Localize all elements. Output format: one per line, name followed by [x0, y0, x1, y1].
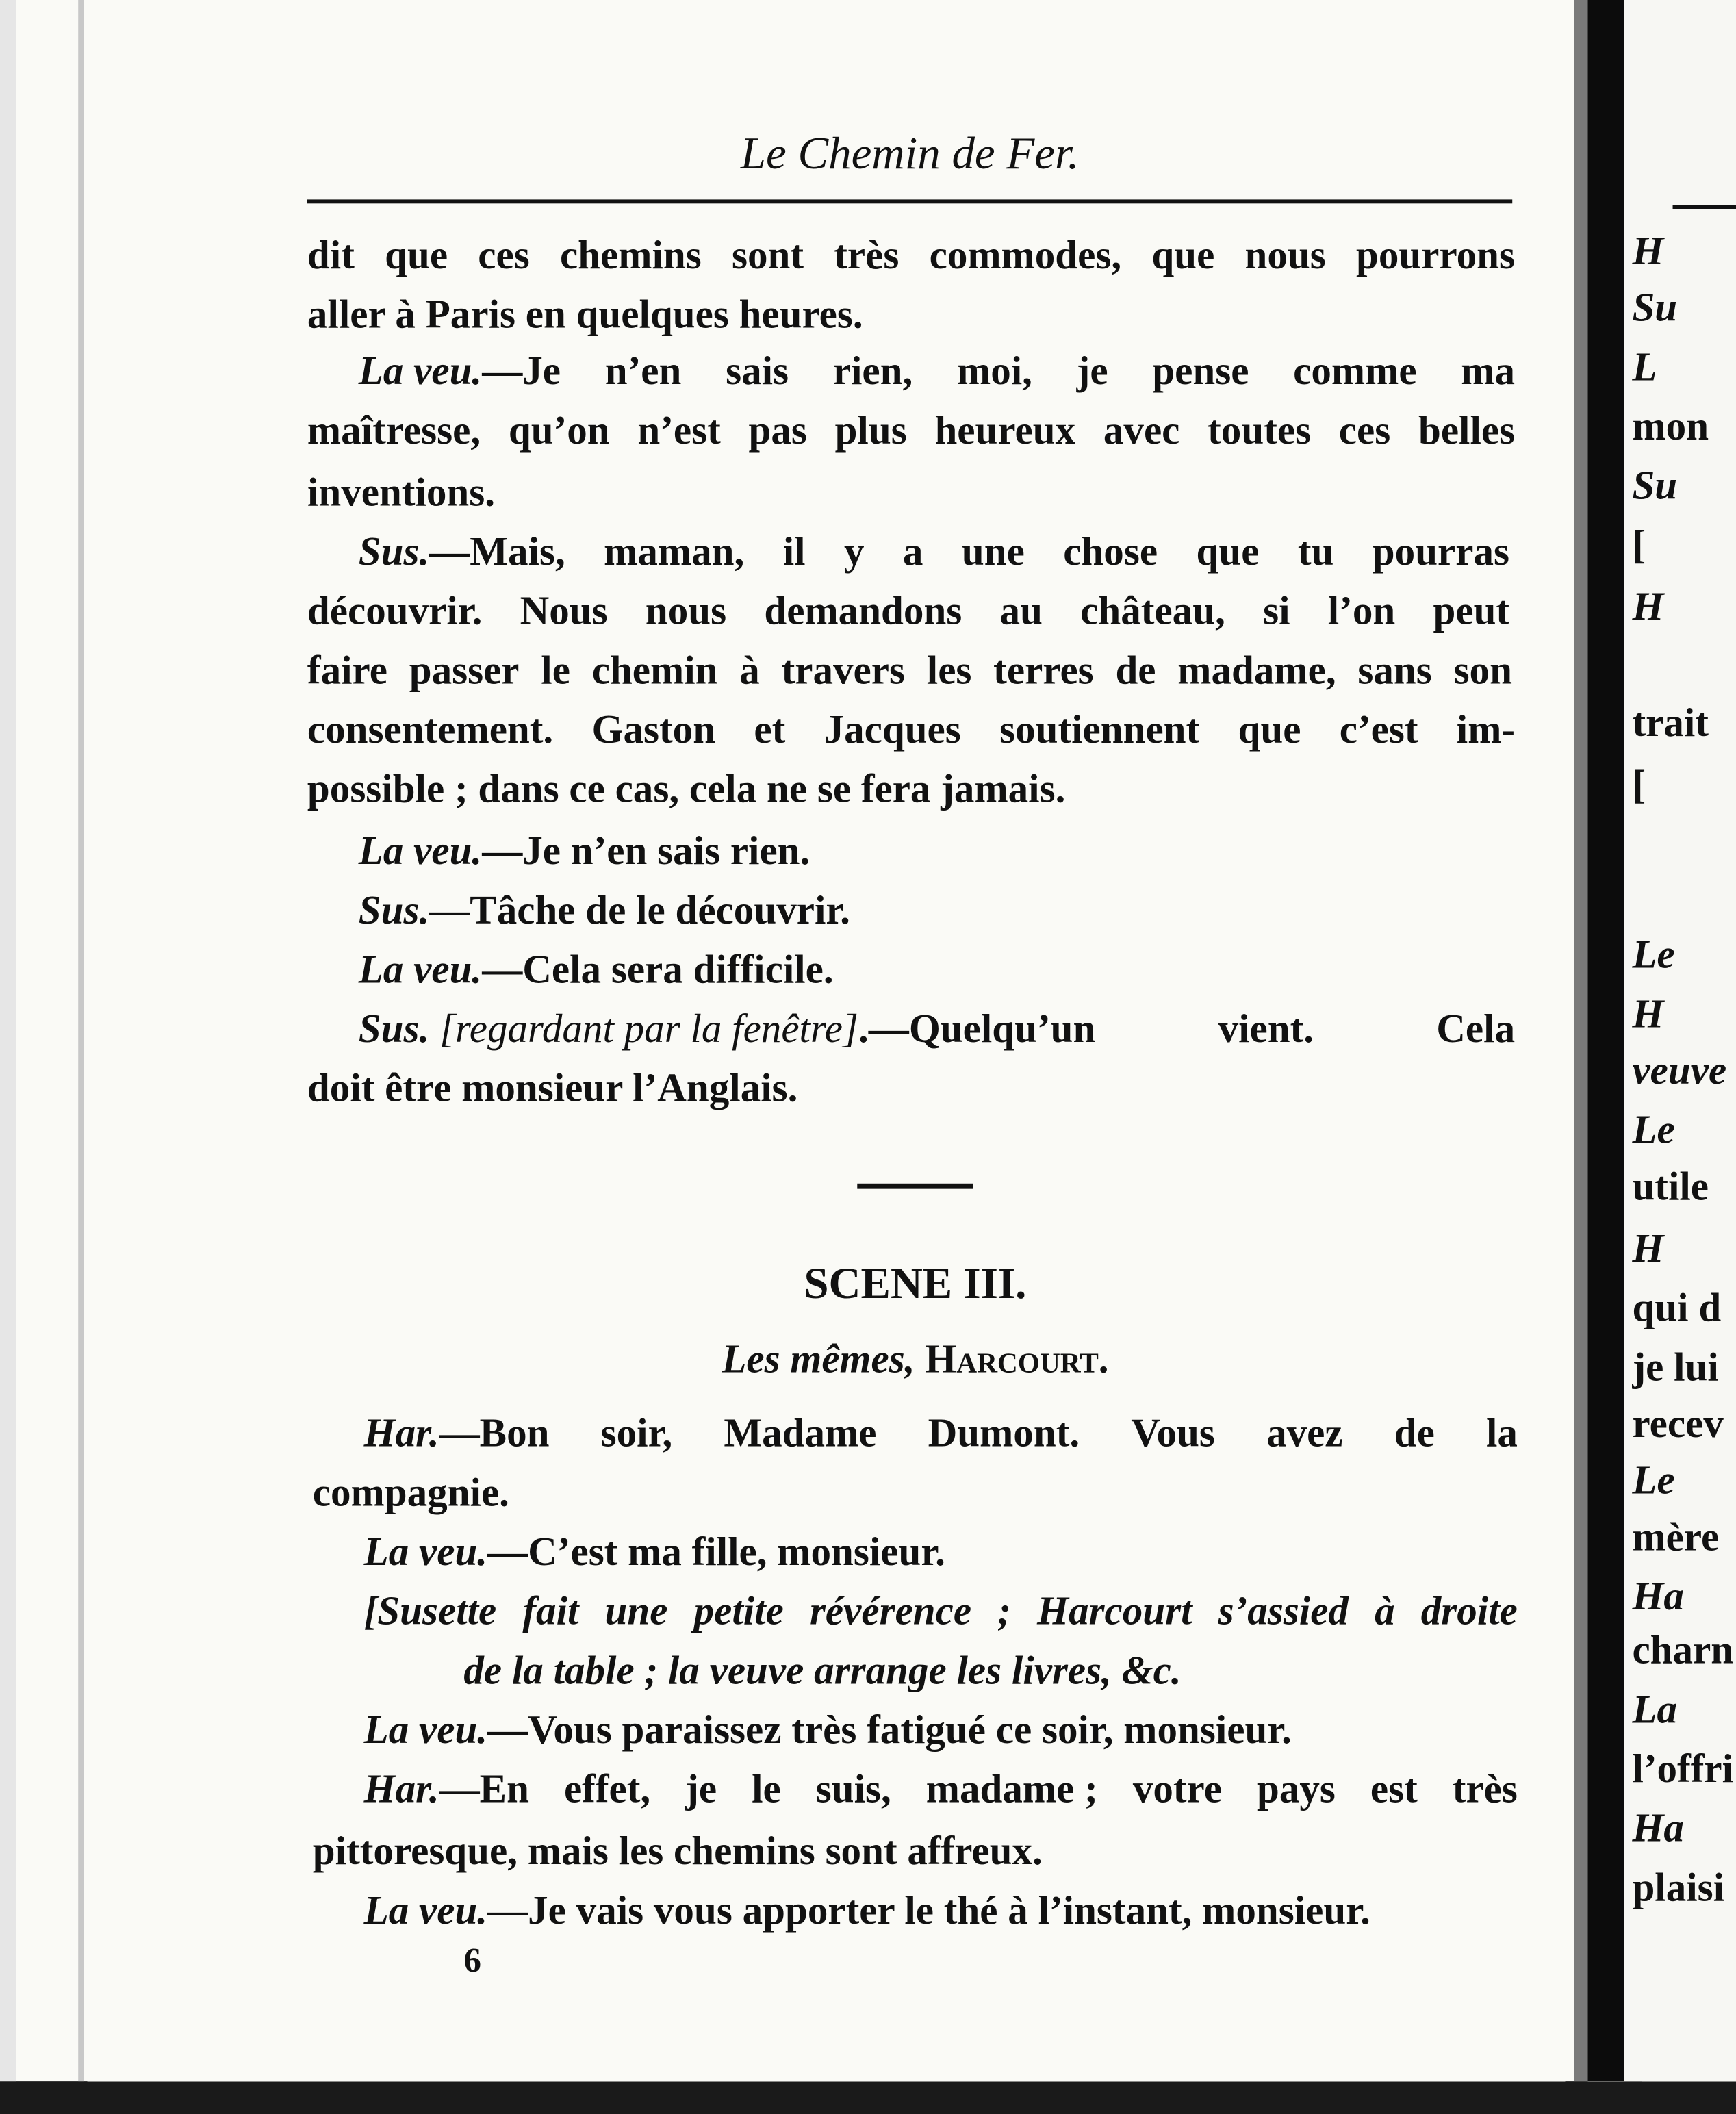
word: ces [478, 233, 530, 278]
right-page-line: mère [1632, 1515, 1720, 1560]
word: vient. [1218, 1006, 1314, 1052]
word: suis, [815, 1767, 891, 1812]
speech: —Je vais vous apporter le thé à l’instant, monsieur. [487, 1888, 1370, 1933]
speech: —Tâche de le découvrir. [429, 888, 850, 933]
right-page-line: veuve [1632, 1048, 1727, 1093]
word: droite [1420, 1589, 1518, 1634]
text-line-9 [307, 701, 1515, 761]
word: son [1453, 648, 1512, 693]
speaker-label: La veu. [363, 1529, 488, 1575]
word: à [739, 648, 760, 693]
word: pense [1152, 348, 1249, 394]
speaker-label: La veu. [358, 828, 483, 874]
right-page-line: charn [1632, 1628, 1734, 1673]
scene-line-8: pittoresque, mais les chemins sont affreux. [312, 1829, 1043, 1874]
scene-line-2: compagnie. [312, 1470, 509, 1516]
word: de [1115, 648, 1156, 693]
right-page-line: l’offri [1632, 1746, 1734, 1792]
line-first-word: —Je [482, 348, 561, 394]
word: avec [1103, 408, 1180, 453]
right-page-line: Su [1632, 285, 1678, 331]
right-page-line: Le [1632, 932, 1675, 978]
right-page-line: utile [1632, 1164, 1709, 1210]
page-number: 6 [463, 1941, 481, 1981]
word: ; [997, 1589, 1011, 1634]
word: révérence [809, 1589, 972, 1634]
word: moi, [956, 348, 1032, 394]
speaker-label: Har. [363, 1767, 439, 1812]
word: belles [1418, 408, 1516, 453]
word: ma [1461, 348, 1516, 394]
line-first-word: —En [439, 1767, 529, 1812]
word: heureux [934, 408, 1076, 453]
word: fait [522, 1589, 579, 1634]
word: c’est [1339, 707, 1418, 752]
word: pourrons [1356, 233, 1516, 278]
scene-line-7 [313, 1761, 1518, 1820]
right-page-line: qui d [1632, 1286, 1722, 1331]
word: que [1196, 529, 1260, 574]
speech: —Vous paraissez très fatigué ce soir, monsieur. [487, 1707, 1292, 1753]
right-page-line: [ [1632, 522, 1646, 568]
scene-divider [857, 1184, 973, 1189]
word: rien, [832, 348, 913, 394]
word: très [834, 233, 899, 278]
scene-line-9 [313, 1882, 1572, 1941]
text-line-1 [307, 227, 1515, 286]
word: de [1394, 1411, 1435, 1456]
speaker-label: Sus. [358, 888, 430, 933]
text-line-11 [307, 822, 1566, 882]
word: petite [693, 1589, 784, 1634]
word: madame ; [926, 1767, 1098, 1812]
word: une [961, 529, 1025, 574]
word: Harcourt [1037, 1589, 1192, 1634]
scene-direction-line-2: de la table ; la veuve arrange les livres, &c. [463, 1648, 1182, 1694]
running-title: Le Chemin de Fer. [740, 129, 1080, 179]
word: commodes, [929, 233, 1122, 278]
right-page-line: je lui [1632, 1345, 1719, 1390]
right-page-line: Le [1632, 1458, 1675, 1503]
word: sais [726, 348, 789, 394]
word: votre [1132, 1767, 1222, 1812]
page-edge-shadow [0, 0, 16, 2081]
right-page-line: H [1632, 585, 1664, 630]
word: maîtresse, [307, 408, 481, 453]
word: la [1486, 1411, 1518, 1456]
word: s’assied [1218, 1589, 1349, 1634]
speaker-label: La veu. [363, 1888, 488, 1933]
text-line-13 [307, 941, 1566, 1000]
word: et [754, 707, 786, 752]
line-first-word: .—Quelqu’un [858, 1006, 1096, 1052]
right-page-line: L [1632, 345, 1657, 390]
word: qu’on [508, 408, 610, 453]
word: tu [1297, 529, 1334, 574]
spine-shadow [1574, 0, 1588, 2081]
word: les [926, 648, 972, 693]
word: que [385, 233, 448, 278]
word: faire [307, 648, 387, 693]
text-line-15: doit être monsieur l’Anglais. [307, 1066, 798, 1111]
text-line-5: inventions. [307, 470, 496, 515]
text-line-4 [307, 402, 1515, 461]
speaker-label: La veu. [358, 348, 483, 394]
word: travers [781, 648, 905, 693]
word: pays [1256, 1767, 1336, 1812]
word: demandons [764, 589, 962, 634]
scene-line-3 [313, 1523, 1572, 1583]
text-line-3 [307, 342, 1515, 402]
word: je [1076, 348, 1108, 394]
word: que [1151, 233, 1215, 278]
right-page-line: H [1632, 1226, 1664, 1271]
right-page-line: Le [1632, 1108, 1675, 1153]
word: toutes [1208, 408, 1312, 453]
right-page-line: Ha [1632, 1806, 1684, 1851]
word: l’on [1327, 589, 1396, 634]
speaker-label: Sus. [358, 529, 430, 574]
scene-cast [0, 1337, 1736, 1383]
word: chemins [559, 233, 702, 278]
text-line-12 [307, 882, 1566, 941]
text-line-6 [307, 523, 1509, 583]
word: a [902, 529, 923, 574]
word: pas [748, 408, 807, 453]
speech: —Cela sera difficile. [482, 947, 834, 993]
right-page-line: Ha [1632, 1574, 1684, 1619]
word: le [752, 1767, 781, 1812]
word: si [1263, 589, 1290, 634]
word: je [685, 1767, 717, 1812]
right-page-line: trait [1632, 700, 1709, 746]
scene-line-6 [313, 1701, 1572, 1761]
right-page-line: H [1632, 992, 1664, 1037]
word: Gaston [591, 707, 716, 752]
word: au [999, 589, 1043, 634]
speaker-label: Sus. [358, 1006, 430, 1052]
word: nous [645, 589, 727, 634]
right-page-line: Su [1632, 463, 1678, 509]
line-first-word: —Bon [439, 1411, 550, 1456]
word: n’en [604, 348, 682, 394]
word: avez [1266, 1411, 1343, 1456]
word: château, [1080, 589, 1225, 634]
word: maman, [604, 529, 745, 574]
speech: —C’est ma fille, monsieur. [487, 1529, 945, 1575]
right-page-line: [ [1632, 763, 1646, 808]
word: Cela [1436, 1006, 1516, 1052]
right-page-fragment [1624, 0, 1736, 2081]
text-line-8 [307, 641, 1512, 701]
word: Dumont. [928, 1411, 1080, 1456]
speaker-label: La veu. [363, 1707, 488, 1753]
right-header-rule [1673, 205, 1736, 209]
word: peut [1433, 589, 1510, 634]
text-line-7 [307, 583, 1509, 642]
word: pourras [1372, 529, 1510, 574]
right-page-line: plaisi [1632, 1865, 1725, 1911]
word: effet, [563, 1767, 651, 1812]
scene-direction-line-1 [364, 1583, 1518, 1642]
line-first-word: —Mais, [429, 529, 565, 574]
text-line-2: aller à Paris en quelques heures. [307, 292, 863, 338]
scene-line-1 [313, 1405, 1518, 1464]
text-line-10: possible ; dans ce cas, cela ne se fera jamais. [307, 767, 1066, 812]
word: Jacques [824, 707, 961, 752]
speaker-label: La veu. [358, 947, 483, 993]
speech: —Je n’en sais rien. [482, 828, 810, 874]
word: ces [1338, 408, 1391, 453]
word: le [541, 648, 570, 693]
cast-italic: Les mêmes, [722, 1337, 915, 1382]
word: est [1370, 1767, 1418, 1812]
word: une [604, 1589, 668, 1634]
word: soir, [600, 1411, 673, 1456]
right-page-line: recev [1632, 1401, 1724, 1447]
header-rule [307, 199, 1512, 203]
page-edge-line [78, 0, 84, 2081]
word: y [843, 529, 865, 574]
stage-direction: [regardant par la fenêtre] [439, 1006, 858, 1052]
right-page-line: mon [1632, 404, 1709, 449]
word: à [1375, 1589, 1395, 1634]
right-page-line: H [1632, 229, 1664, 274]
word: très [1452, 1767, 1518, 1812]
word: [Susette [363, 1589, 497, 1634]
cast-name: Harcourt. [925, 1337, 1109, 1382]
word: chemin [591, 648, 718, 693]
word: comme [1293, 348, 1417, 394]
word: passer [409, 648, 520, 693]
scene-title: SCENE III. [804, 1260, 1027, 1309]
word: chose [1063, 529, 1158, 574]
word: consentement. [307, 707, 554, 752]
word: soutiennent [999, 707, 1200, 752]
right-page-line: La [1632, 1688, 1678, 1733]
word: plus [834, 408, 907, 453]
word: madame, [1177, 648, 1336, 693]
word: découvrir. [307, 589, 483, 634]
word: n’est [637, 408, 721, 453]
word: dit [307, 233, 355, 278]
word: Vous [1131, 1411, 1215, 1456]
word: il [782, 529, 806, 574]
text-line-14 [307, 1000, 1515, 1060]
speaker-label: Har. [363, 1411, 439, 1456]
word: nous [1244, 233, 1326, 278]
word: terres [993, 648, 1094, 693]
word: sans [1357, 648, 1432, 693]
word: im- [1456, 707, 1516, 752]
word: sont [731, 233, 804, 278]
word: que [1238, 707, 1301, 752]
word: Nous [520, 589, 608, 634]
word: Madame [724, 1411, 877, 1456]
